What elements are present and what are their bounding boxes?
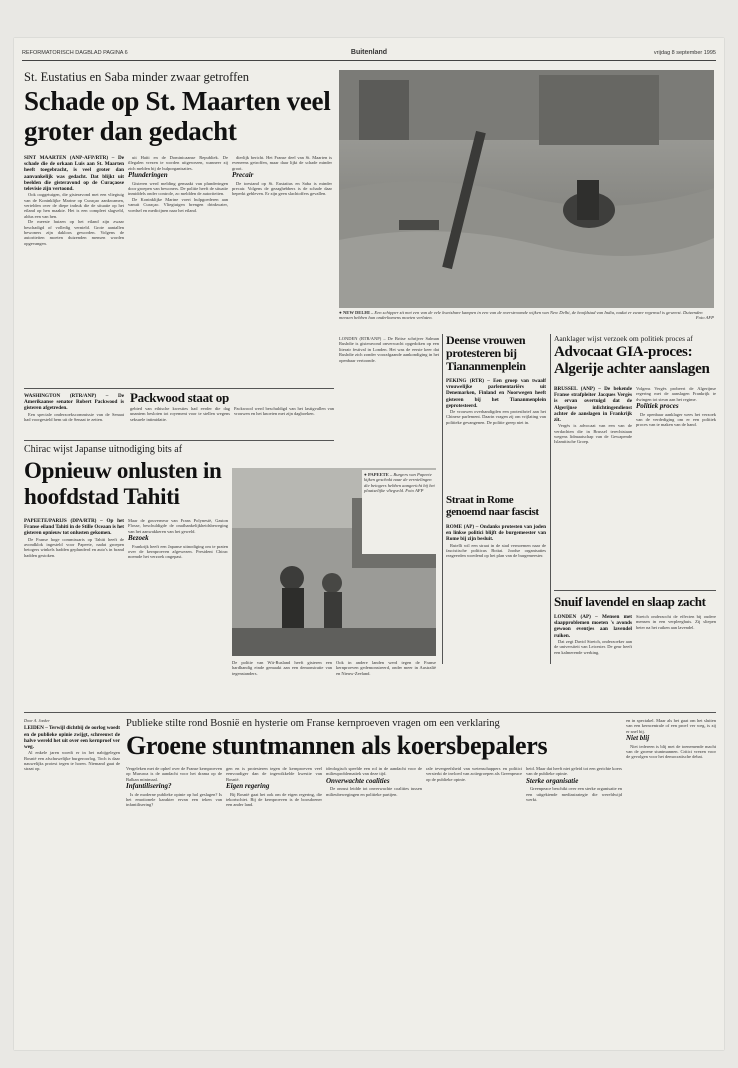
deense-body: De vrouwen overhandigden een protestbrief aan het Chinese parlement. Daarin vragen zij om vrijlating van politieke gevangenen. De politie greep niet in. [446,409,546,425]
groene-body-4: gen en is protesteren tegen de kernproeven veel eenvoudiger dan de ingewikkelde kwestie van Bosnië. [226,766,322,782]
page-header [22,48,716,61]
article1-lead: SINT MAARTEN (ANP-AFP/RTR) – De schade die de orkaan Luis aan St. Maarten heeft toegebracht, is veel groter dan aanvankelijk was gedacht. Dat blijkt uit beelden die gisteravond op de Curaçaose televisie zijn vertoond. [24,155,124,193]
groene-subhead-1: Infantilisering? [126,782,172,791]
gia-body-3: De openbaar aanklager wees het verzoek van de verdediging om er een politiek proces van te maken van de hand. [636,411,716,428]
rome-headline: Straat in Rome genoemd naar fascist [446,494,539,518]
groene-body-11: en in spectakel. Maar als het gaat om het sluiten van een kerncentrale of een proef ver weg, is zij er snel bij. [626,718,716,734]
lavendel-col1 [554,614,632,704]
new-delhi-caption [339,310,714,332]
tahiti-body-4: De politie van Wit-Rusland heeft gisteren een hardhandig einde gemaakt aan een demonstratie van tegenstanders. [232,660,332,676]
newspaper-page [14,38,724,1050]
article1-body-2: De meeste huizen op het eiland zijn zwaar beschadigd of volledig vernield. Grote aantallen bewoners zijn dakloos geworden. Volgens de autoriteiten moeten duizenden mensen worden opgevangen. [24,219,124,246]
papeete-caption [362,470,440,554]
article1-col2 [128,155,228,385]
packwood-body-1: gebied van ethische kwesties had eerder die dag unaniem besloten tot royement voor te stellen wegens seksuele intimidatie. [130,406,230,422]
groene-col7 [626,718,716,1038]
article1-body-6: dierlijk bericht. Het Franse deel van St. Maarten is eveneens getroffen, maar daar lijkt de schade minder groot. [232,155,332,171]
groene-byline: Door A. Jonker [24,718,50,723]
groene-subhead-4: Sterke organisatie [526,776,579,785]
tahiti-col3 [232,660,332,706]
groene-col4 [326,766,422,1038]
groene-lead: LEIDEN – Terwijl dichtbij de oorlog woedt en de publieke opinie zwijgt, schreeuwt de halve wereld het uit over een kernproef ver weg. [24,725,120,751]
groene-subhead-3: Onverwachte coalities [326,776,390,785]
article1-body-7: De toestand op St. Eustatius en Saba is minder precair. Volgens de gezaghebbers is de schade daar beperkt gebleven. Er zijn geen slachtoffers gevallen. [232,180,332,197]
flood-photo-illustration [339,70,714,308]
article1-body-1: Ook ooggetuigen, die gisteravond met een vliegtuig van de Koninklijke Marine op Curaçao aankwamen, vertelden over de diepe indruk die de situatie op het eiland op hen maakte. Het is een compleet slagveld, aldus een van hen. [24,192,124,219]
groene-body-8: rale tevergeefsheid van wetenschappers en politici versterkt de invloed van actiegroepen als Greenpeace op de publieke opinie. [426,766,522,782]
article1-headline: Schade op St. Maarten veel groter dan gedacht [24,86,331,146]
londen-text: LONDEN (RTR/ANP) – De Britse schrijver Salman Rushdie is gisteravond onverwacht opgedoken op een literair festival in Londen. Het was de eerste keer dat Rushdie zich zonder voorafgaande aankondiging in het openbaar vertoonde. [339,336,439,363]
groene-body-9: heid. Maar dat heeft niet geleid tot een gerichte koers van de publieke opinie. [526,766,622,777]
groene-col6 [526,766,622,1038]
new-delhi-photo [339,70,714,308]
groene-body-1: Al enkele jaren woedt er in het nabijgelegen Bosnië een afschuwelijke burgeroorlog. Toch is daar nauwelijks protest tegen te horen. Niemand gaat de straat op. [24,750,120,772]
article1-subhead-1: Plunderingen [128,171,168,180]
article1-body-5: De Koninklijke Marine voert hulpgoederen aan vanuit Curaçao. Vliegtuigen brengen drinkwater, voedsel en medicijnen naar het eiland. [128,196,228,213]
gia-col1 [554,386,632,586]
groene-headline: Groene stuntmannen als koersbepalers [126,732,548,760]
packwood-headline: Packwood staat op [130,390,229,404]
washington-lead: WASHINGTON (RTR/ANP) – De Amerikaanse senator Robert Packwood is gisteren afgetreden. [24,393,124,412]
paper-name: REFORMATORISCH DAGBLAD PAGINA 6 [22,50,128,56]
papeete-caption-credit: Foto AFP [405,488,424,494]
tahiti-col4 [336,660,436,706]
groene-body-6: ideologisch speelde een rol in de aandacht voor de milieuproblematiek van deze tijd. [326,766,422,777]
tahiti-kicker: Chirac wijst Japanse uitnodiging bits af [24,444,183,455]
londen-article [339,336,439,432]
gia-subhead: Politiek proces [636,402,679,411]
article1-kicker: St. Eustatius en Saba minder zwaar getroffen [24,70,250,84]
article1-body-4: Gisteren werd melding gemaakt van plunderingen door groepen van bewoners. De politie heeft de situatie inmiddels onder controle, zo meldden de autoriteiten. [128,180,228,197]
rome-article [446,524,546,704]
article1-body-3: uit Haïti en de Dominicaanse Republiek. De illegalen vrezen te worden uitgewezen, wanneer zij zich melden bij de hulporganisaties. [128,155,228,171]
groene-body-5: Bij Bosnië gaat het ook om de eigen regering, die tekortschiet. Bij de kernproeven is de boosdoener een ander land. [226,791,322,808]
groene-body-2: Vergeleken met de ophef over de Franse kernproeven op Mururoa is de aandacht voor het drama op de Balkan minimaal. [126,766,222,782]
tahiti-col2 [128,518,228,706]
article1-col1 [24,155,124,385]
washington-article [24,393,124,433]
packwood-col2 [234,406,334,436]
page-date: vrijdag 8 september 1995 [653,50,716,56]
gia-col2 [636,386,716,586]
groene-subhead-2: Eigen regering [226,782,270,791]
groene-body-3: Is de moderne publieke opinie op hol geslagen? Is het emotionele karakter ervan een teken van infantilisering? [126,791,222,808]
deense-article [446,378,546,488]
section-title: Buitenland [350,49,388,56]
caption-bullet-icon: ● [364,472,367,477]
packwood-col1 [130,406,230,436]
tahiti-body-3: Frankrijk heeft een Japanse uitnodiging om te praten over de kernproeven afgewezen. President Chirac noemde het verzoek ongepast. [128,543,228,560]
deense-lead: PEKING (RTR) – Een groep van twaalf vrouwelijke parlementariërs uit Denemarken, Finland en Noorwegen heeft gisteren bij het Tiananmenplein geprotesteerd. [446,378,546,409]
washington-body: Een speciale onderzoekscommissie van de Senaat had voorgesteld hem uit de Senaat te zetten. [24,411,124,423]
tahiti-body-1: De Franse hoge commissaris op Tahiti heeft de avondklok ingesteld voor Papeete, nadat groepen betogers winkels hadden geplunderd en auto's in brand hadden gestoken. [24,536,124,558]
groene-col1 [24,718,120,1038]
rome-body: Rutelli wil een straat in de stad vernoemen naar de fascistische politicus Bottai. Joodse organisaties reageerden woedend op het plan van de burgemeester. [446,542,546,559]
tahiti-body-5: Ook in andere landen werd tegen de Franse kernproeven gedemonstreerd, onder meer in Australië en Nieuw-Zeeland. [336,660,436,676]
tahiti-lead: PAPEETE/PARIJS (DPA/RTR) – Op het Franse eiland Tahiti in de Stille Oceaan is het gisteren opnieuw tot onlusten gekomen. [24,518,124,537]
groene-body-12: Niet iedereen is blij met de toenemende macht van de groene stuntmannen. Critici vrezen voor de gevolgen voor het democratische debat. [626,743,716,760]
article1-col3 [232,155,332,385]
tahiti-subhead: Bezoek [128,534,149,543]
groene-col3 [226,766,322,1038]
deense-headline: Deense vrouwen protesteren bij Tiananmenplein [446,334,526,373]
papeete-caption-place: PAPEETE – [367,472,393,477]
tahiti-body-2: Maar de gouverneur van Frans Polynesië, Gaston Flosse, beschuldigde de onafhankelijkheidsbeweging van het aanwakkeren van het geweld. [128,518,228,534]
groene-subhead-5: Niet blij [626,734,650,743]
gia-lead: BRUSSEL (ANP) – De bekende Franse strafpleiter Jacques Vergès is ervan overtuigd dat de Algerijnse inlichtingendienst achter de aanslagen in Frankrijk zit. [554,386,632,424]
groene-col5 [426,766,522,1038]
rome-lead: ROME (AP) – Ondanks protesten van joden en linkse politici blijft de burgemeester van Rome bij zijn besluit. [446,524,546,543]
groene-body-10: Greenpeace beschikt over een sterke organisatie en een uitgekiende mediastrategie die wereldwijd werkt. [526,786,622,803]
caption-place: NEW DELHI – [342,310,374,315]
packwood-body-2: Packwood werd beschuldigd van het lastigvallen van vrouwen en het knoeien met zijn dagboeken. [234,406,334,417]
gia-body-2: Volgens Vergès probeert de Algerijnse regering met de aanslagen Frankrijk te dwingen tot steun aan het regime. [636,386,716,402]
lavendel-col2 [636,614,716,704]
groene-body-7: De onrust leidde tot onverwachte coalities tussen milieubewegingen en politieke partijen. [326,786,422,797]
groene-col2 [126,766,222,1038]
caption-text: Een schipper zit met een van de vele kwetsbare kampen in een van de overstroomde wijken van New Delhi, de hoofdstad van India, nadat er zware regenval is geweest. Duizenden mensen hebben hun onderkomens moeten verlaten. [339,310,703,321]
caption-bullet-icon: ● [339,310,342,315]
article1-subhead-2: Precair [232,171,254,180]
gia-kicker: Aanklager wijst verzoek om politiek proces af [554,334,693,343]
gia-headline: Advocaat GIA-proces: Algerije achter aanslagen [554,344,710,377]
groene-kicker: Publieke stilte rond Bosnië en hysterie om Franse kernproeven vragen om een verklaring [126,718,500,729]
papeete-caption-text: Burgers van Papeete kijken geschokt naar de vernielingen die betogers hebben aangericht bij het plaatselijke vliegveld. [364,472,435,494]
tahiti-headline: Opnieuw onlusten in hoofdstad Tahiti [24,458,222,509]
tahiti-col1 [24,518,124,706]
lavendel-body-2: Stretch onderzocht de effecten bij oudere mensen in een verpleeghuis. Zij sliepen beter na het ruiken aan lavendel. [636,614,716,630]
lavendel-lead: LONDEN (AP) – Mensen met slaapproblemen moeten 's avonds gewoon eventjes aan lavendel ruiken. [554,614,632,639]
gia-body-1: Vergès is advocaat van een van de verdachten die in Brussel terechtstaan wegens lidmaatschap van de Gewapende Islamitische Groep. [554,423,632,445]
caption-credit: Foto AFP [695,315,714,321]
lavendel-body-1: Dat zegt David Stretch, onderzoeker aan de universiteit van Leicester. De geur heeft een kalmerende werking. [554,638,632,655]
lavendel-headline: Snuif lavendel en slaap zacht [554,594,706,609]
